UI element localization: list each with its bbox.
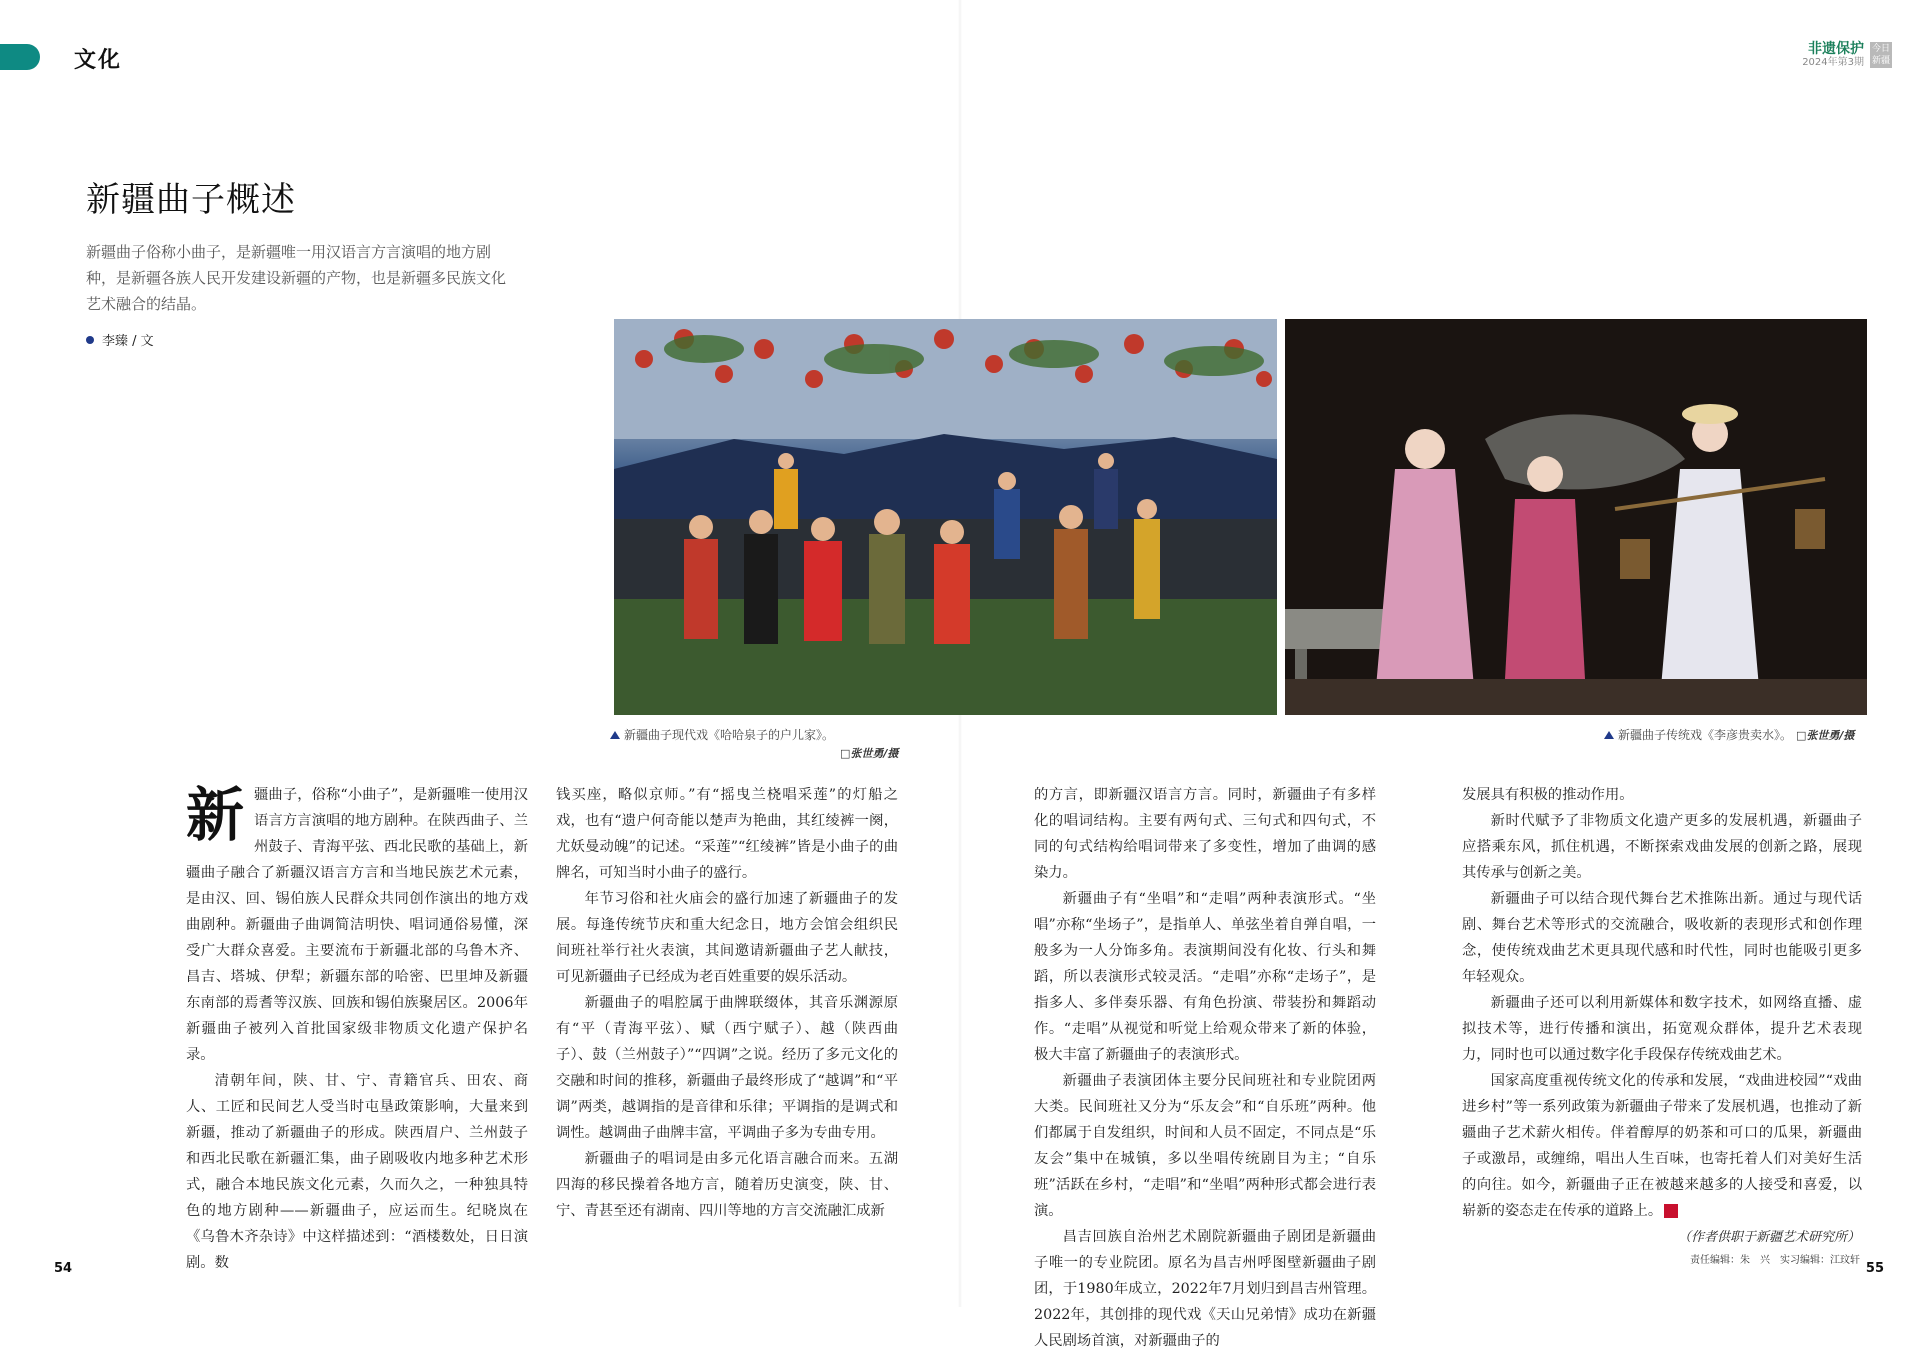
- paragraph: 新疆曲子的唱词是由多元化语言融合而来。五湖四海的移民操着各地方言，随着历史演变，陕、甘、宁、青甚至还有湖南、四川等地的方言交流融汇成新: [556, 1151, 898, 1219]
- photo2-caption: [1604, 726, 1854, 743]
- paragraph: [1462, 1068, 1862, 1224]
- caption-triangle-icon: [610, 731, 620, 739]
- paragraph: 钱买座，略似京师。”有“摇曳兰桡唱采莲”的灯船之戏，也有“遗户何奇能以楚声为艳曲，其红绫裤一阕，尤妖曼动魄”的记述。“采莲”“红绫裤”皆是小曲子的曲牌名，可知当时小曲子的盛行。: [556, 787, 898, 881]
- paragraph: 新疆曲子有“坐唱”和“走唱”两种表演形式。“坐唱”亦称“坐场子”，是指单人、单弦坐着自弹自唱，一般多为一人分饰多角。表演期间没有化妆、行头和舞蹈，所以表演形式较灵活。“走唱”亦称“走场子”，是指多人、多伴奏乐器、有角色扮演、带装扮和舞蹈动作。“走唱”从视觉和听觉上给观众带来了新的体验，极大丰富了新疆曲子的表演形式。: [1034, 891, 1376, 1063]
- paragraph: 年节习俗和社火庙会的盛行加速了新疆曲子的发展。每逢传统节庆和重大纪念日，地方会馆会组织民间班社举行社火表演，其间邀请新疆曲子艺人献技，可见新疆曲子已经成为老百姓重要的娱乐活动。: [556, 891, 898, 985]
- masthead: [1802, 42, 1892, 68]
- article-lead: 新疆曲子俗称小曲子，是新疆唯一用汉语言方言演唱的地方剧种，是新疆各族人民开发建设新疆的产物，也是新疆多民族文化艺术融合的结晶。: [86, 243, 507, 313]
- paragraph-text: 国家高度重视传统文化的传承和发展，“戏曲进校园”“戏曲进乡村”等一系列政策为新疆曲子带来了发展机遇，也推动了新疆曲子艺术薪火相传。伴着醇厚的奶茶和可口的瓜果，新疆曲子或激昂，或缠绵，唱出人生百味，也寄托着人们对美好生活的向往。如今，新疆曲子正在被越来越多的人接受和喜爱，以崭新的姿态走在传承的道路上。: [1462, 1073, 1862, 1219]
- photo1-caption: [610, 726, 834, 743]
- paragraph: [186, 782, 528, 1068]
- article-title: 新疆曲子概述: [86, 180, 296, 220]
- paragraph: 昌吉回族自治州艺术剧院新疆曲子剧团是新疆曲子唯一的专业院团。原名为昌吉州呼图壁新疆曲子剧团，于1980年成立，2022年7月划归到昌吉州管理。2022年，其创排的现代戏《天山兄弟情》成功在新疆人民剧场首演，对新疆曲子的: [1034, 1229, 1376, 1349]
- section-tab-marker: [0, 44, 40, 70]
- end-mark-icon: J: [1664, 1204, 1678, 1218]
- issue-number: 2024年第3期: [1802, 57, 1864, 69]
- paragraph: 新疆曲子可以结合现代舞台艺术推陈出新。通过与现代话剧、舞台艺术等形式的交流融合，吸收新的表现形式和创作理念，使传统戏曲艺术更具现代感和时代性，同时也能吸引更多年轻观众。: [1462, 891, 1862, 985]
- drop-cap: 新: [186, 781, 245, 849]
- photo1-caption-text: 新疆曲子现代戏《哈哈泉子的户儿家》。: [624, 728, 835, 742]
- editor-credits: 责任编辑：朱 兴 实习编辑：江玟轩: [1690, 1255, 1860, 1266]
- paragraph: 新疆曲子还可以利用新媒体和数字技术，如网络直播、虚拟技术等，进行传播和演出，拓宽观众群体，提升艺术表现力，同时也可以通过数字化手段保存传统戏曲艺术。: [1462, 995, 1862, 1063]
- photo-traditional-play: [1285, 319, 1867, 715]
- paragraph: 新疆曲子表演团体主要分民间班社和专业院团两大类。民间班社又分为“乐友会”和“自乐班”两种。他们都属于自发组织，时间和人员不固定，不同点是“乐友会”集中在城镇，多以坐唱传统剧目为主；“自乐班”活跃在乡村，“走唱”和“坐唱”两种形式都会进行表演。: [1034, 1073, 1376, 1219]
- column-name: 非遗保护: [1808, 41, 1864, 57]
- masthead-text: [1802, 42, 1864, 68]
- section-label: 文化: [74, 48, 123, 73]
- photo1-credit: □张世勇/摄: [840, 747, 899, 760]
- body-column-4: [1462, 782, 1862, 1224]
- paragraph: 清朝年间，陕、甘、宁、青籍官兵、田农、商人、工匠和民间艺人受当时屯垦政策影响，大量来到新疆，推动了新疆曲子的形成。陕西眉户、兰州鼓子和西北民歌在新疆汇集，曲子剧吸收内地多种艺术形式，融合本地民族文化元素，久而久之，一种独具特色的地方剧种——新疆曲子，应运而生。纪晓岚在《乌鲁木齐杂诗》中这样描述到：“酒楼数处，日日演剧。数: [186, 1073, 528, 1271]
- body-column-3: [1034, 782, 1376, 1354]
- page-number-right: 55: [1865, 1261, 1884, 1276]
- paragraph-text: 疆曲子，俗称“小曲子”，是新疆唯一使用汉语言方言演唱的地方剧种。在陕西曲子、兰州鼓子、青海平弦、西北民歌的基础上，新疆曲子融合了新疆汉语言方言和当地民族艺术元素，是由汉、回、锡伯族人民群众共同创作演出的地方戏曲剧种。新疆曲子曲调简洁明快、唱词通俗易懂，深受广大群众喜爱。主要流布于新疆北部的乌鲁木齐、昌吉、塔城、伊犁；新疆东部的哈密、巴里坤及新疆东南部的焉耆等汉族、回族和锡伯族聚居区。2006年新疆曲子被列入首批国家级非物质文化遗产保护名录。: [186, 787, 528, 1063]
- caption-triangle-icon: [1604, 731, 1614, 739]
- photo2-caption-text: 新疆曲子传统戏《李彦贵卖水》。: [1618, 728, 1793, 742]
- page-number-left: 54: [54, 1261, 73, 1276]
- paragraph: 发展具有积极的推动作用。: [1462, 787, 1634, 803]
- byline-text: 李臻 / 文: [102, 334, 154, 349]
- photo-traditional-play-illustration: [1285, 319, 1867, 715]
- body-column-1: [186, 782, 528, 1276]
- bullet-dot-icon: [86, 336, 94, 344]
- photo2-credit: □张世勇/摄: [1796, 728, 1855, 742]
- photo-modern-play-illustration: [614, 319, 1277, 715]
- photo-modern-play: [614, 319, 1277, 715]
- paragraph: 新时代赋予了非物质文化遗产更多的发展机遇，新疆曲子应搭乘东风，抓住机遇，不断探索戏曲发展的创新之路，展现其传承与创新之美。: [1462, 813, 1862, 881]
- magazine-logo: 今日新疆: [1871, 44, 1890, 66]
- author-note: （作者供职于新疆艺术研究所）: [1677, 1230, 1860, 1245]
- body-column-2: [556, 782, 898, 1224]
- paragraph: 的方言，即新疆汉语言方言。同时，新疆曲子有多样化的唱词结构。主要有两句式、三句式和四句式，不同的句式结构给唱词带来了多变性，增加了曲调的感染力。: [1034, 787, 1376, 881]
- paragraph: 新疆曲子的唱腔属于曲牌联缀体，其音乐渊源原有“平（青海平弦）、赋（西宁赋子）、越（陕西曲子）、鼓（兰州鼓子）”“四调”之说。经历了多元文化的交融和时间的推移，新疆曲子最终形成了“越调”和“平调”两类，越调指的是音律和乐律；平调指的是调式和调性。越调曲子曲牌丰富，平调曲子多为专曲专用。: [556, 995, 898, 1141]
- byline: [86, 330, 154, 349]
